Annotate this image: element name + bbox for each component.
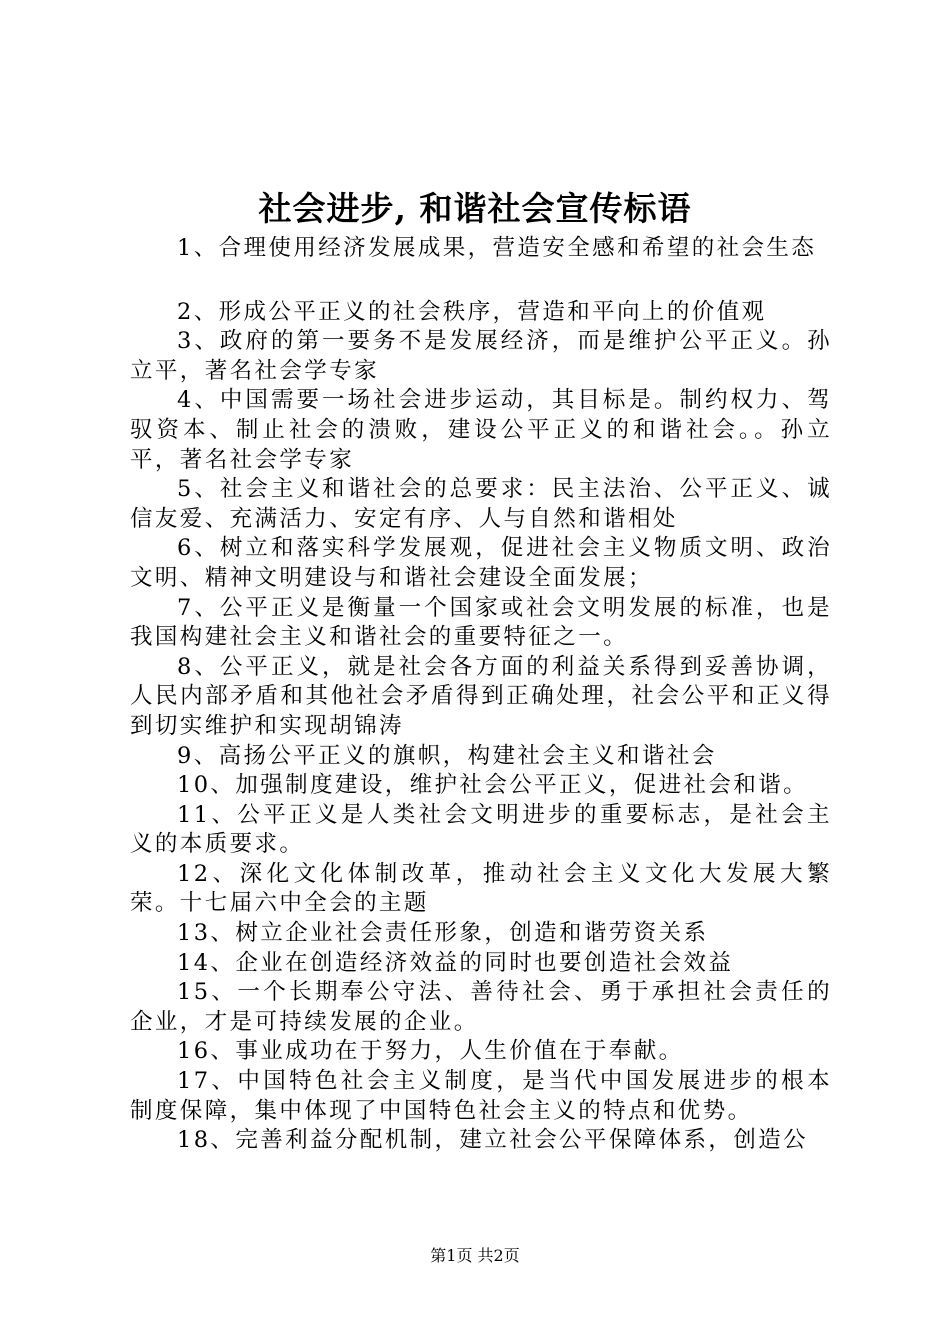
slogan-paragraph: 2、形成公平正义的社会秩序，营造和平向上的价值观 <box>177 298 767 325</box>
slogan-paragraph: 1、合理使用经济发展成果，营造安全感和希望的社会生态 <box>177 235 817 261</box>
paragraph-gap <box>130 264 832 298</box>
slogan-paragraph: 14、企业在创造经济效益的同时也要创造社会效益 <box>177 949 734 976</box>
slogan-paragraph: 7、公平正义是衡量一个国家或社会文明发展的标准，也是我国构建社会主义和谐社会的重要特征之一。 <box>130 594 832 651</box>
document-title: 社会进步, 和谐社会宣传标语 <box>258 189 692 228</box>
slogan-paragraph: 8、公平正义，就是社会各方面的利益关系得到妥善协调，人民内部矛盾和其他社会矛盾得到正确处理，社会公平和正义得到切实维护和实现胡锦涛 <box>130 653 832 739</box>
slogan-paragraph: 13、树立企业社会责任形象，创造和谐劳资关系 <box>177 920 709 947</box>
slogan-paragraph: 11、公平正义是人类社会文明进步的重要标志，是社会主义的本质要求。 <box>130 801 832 858</box>
slogan-paragraph: 3、政府的第一要务不是发展经济，而是维护公平正义。孙立平，著名社会学专家 <box>130 328 832 384</box>
slogan-paragraph: 10、加强制度建设，维护社会公平正义，促进社会和谐。 <box>177 772 809 799</box>
slogan-paragraph: 6、树立和落实科学发展观，促进社会主义物质文明、政治文明、精神文明建设与和谐社会建设全面发展； <box>130 535 832 591</box>
slogan-paragraph: 17、中国特色社会主义制度，是当代中国发展进步的根本制度保障，集中体现了中国特色社会主义的特点和优势。 <box>130 1068 832 1124</box>
document-body <box>130 234 832 1156</box>
slogan-paragraph: 15、一个长期奉公守法、善待社会、勇于承担社会责任的企业，才是可持续发展的企业。 <box>130 979 832 1035</box>
slogan-paragraph: 12、深化文化体制改革，推动社会主义文化大发展大繁荣。十七届六中全会的主题 <box>130 860 832 917</box>
slogan-paragraph: 4、中国需要一场社会进步运动，其目标是。制约权力、驾驭资本、制止社会的溃败，建设公平正义的和谐社会。。孙立平，著名社会学专家 <box>130 387 832 473</box>
slogan-paragraph: 5、社会主义和谐社会的总要求：民主法治、公平正义、诚信友爱、充满活力、安定有序、人与自然和谐相处 <box>130 476 832 532</box>
slogan-paragraph: 9、高扬公平正义的旗帜，构建社会主义和谐社会 <box>177 742 717 769</box>
page-number-footer: 第1页 共2页 <box>430 1246 520 1265</box>
slogan-paragraph: 18、完善利益分配机制，建立社会公平保障体系，创造公 <box>177 1127 809 1154</box>
slogan-paragraph: 16、事业成功在于努力，人生价值在于奉献。 <box>177 1038 684 1065</box>
